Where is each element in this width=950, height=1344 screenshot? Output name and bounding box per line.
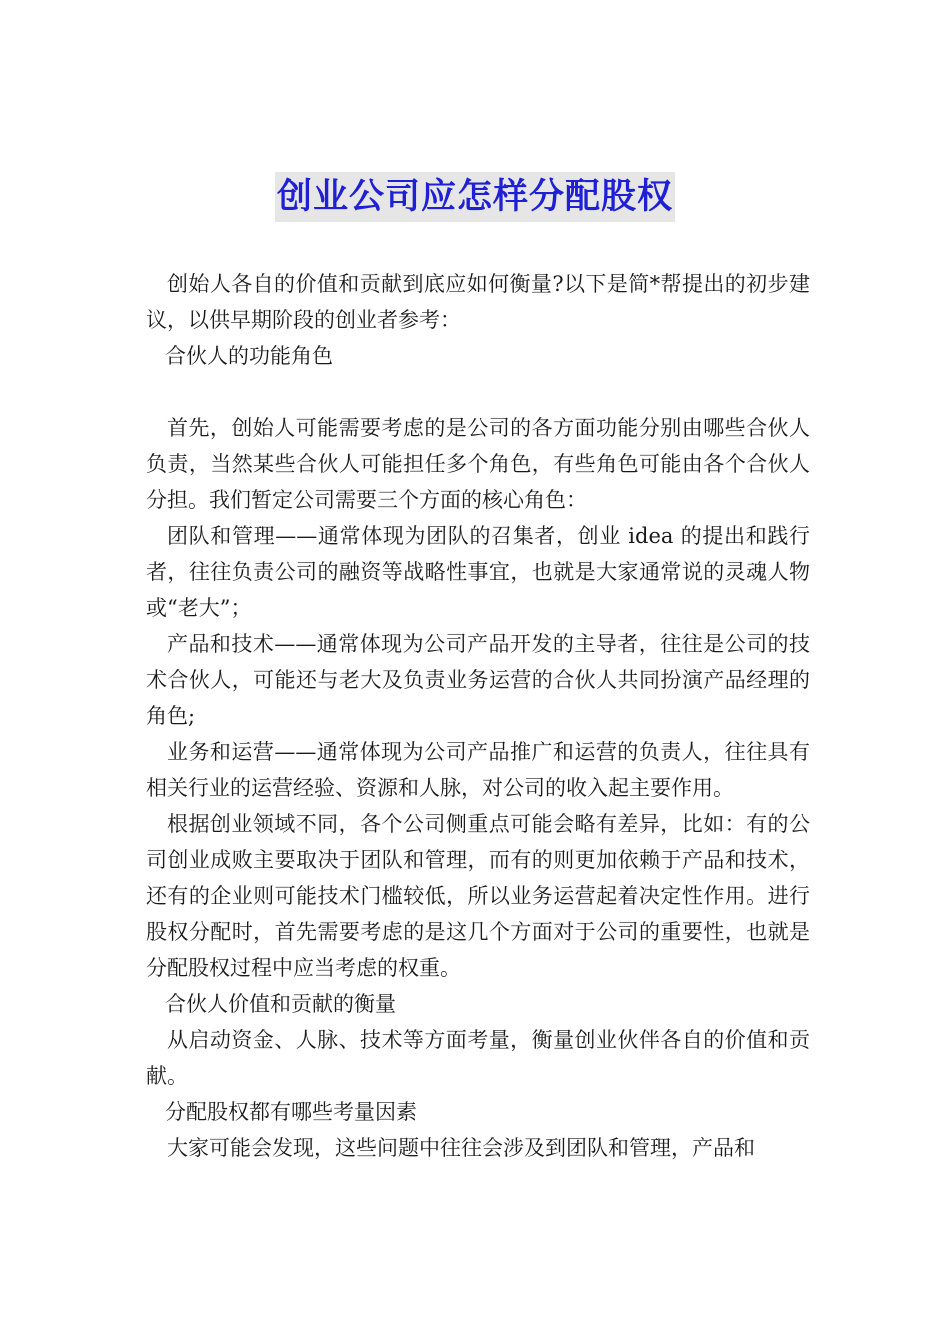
weighting-paragraph: 根据创业领域不同，各个公司侧重点可能会略有差异，比如：有的公司创业成败主要取决于团队和管理，而有的则更加依赖于产品和技术，还有的企业则可能技术门槛较低，所以业务运营起着决定性作用。进行股权分配时，首先需要考虑的是这几个方面对于公司的重要性，也就是分配股权过程中应当考虑的权重。	[146, 812, 810, 980]
contribution-paragraph: 从启动资金、人脉、技术等方面考量，衡量创业伙伴各自的价值和贡献。	[146, 1028, 810, 1088]
document-title: 创业公司应怎样分配股权	[275, 172, 675, 222]
factors-paragraph: 大家可能会发现，这些问题中往往会涉及到团队和管理，产品和	[167, 1136, 755, 1160]
intro-paragraph: 创始人各自的价值和贡献到底应如何衡量?以下是简*帮提出的初步建议，以供早期阶段的创业者参考：	[146, 272, 810, 332]
section-heading-contribution: 合伙人价值和贡献的衡量	[165, 992, 396, 1016]
document-body	[146, 266, 810, 1166]
role-product-paragraph: 产品和技术——通常体现为公司产品开发的主导者，往往是公司的技术合伙人，可能还与老大及负责业务运营的合伙人共同扮演产品经理的角色;	[146, 632, 810, 728]
blank-line	[146, 374, 810, 410]
roles-paragraph: 首先，创始人可能需要考虑的是公司的各方面功能分别由哪些合伙人负责，当然某些合伙人可能担任多个角色，有些角色可能由各个合伙人分担。我们暂定公司需要三个方面的核心角色：	[146, 416, 810, 512]
section-heading-roles: 合伙人的功能角色	[165, 344, 333, 368]
section-heading-factors: 分配股权都有哪些考量因素	[165, 1100, 417, 1124]
role-operations-paragraph: 业务和运营——通常体现为公司产品推广和运营的负责人，往往具有相关行业的运营经验、资源和人脉，对公司的收入起主要作用。	[146, 740, 810, 800]
title-container	[0, 172, 950, 222]
role-management-paragraph: 团队和管理——通常体现为团队的召集者，创业 idea 的提出和践行者，往往负责公司的融资等战略性事宜，也就是大家通常说的灵魂人物或“老大”；	[146, 524, 810, 620]
